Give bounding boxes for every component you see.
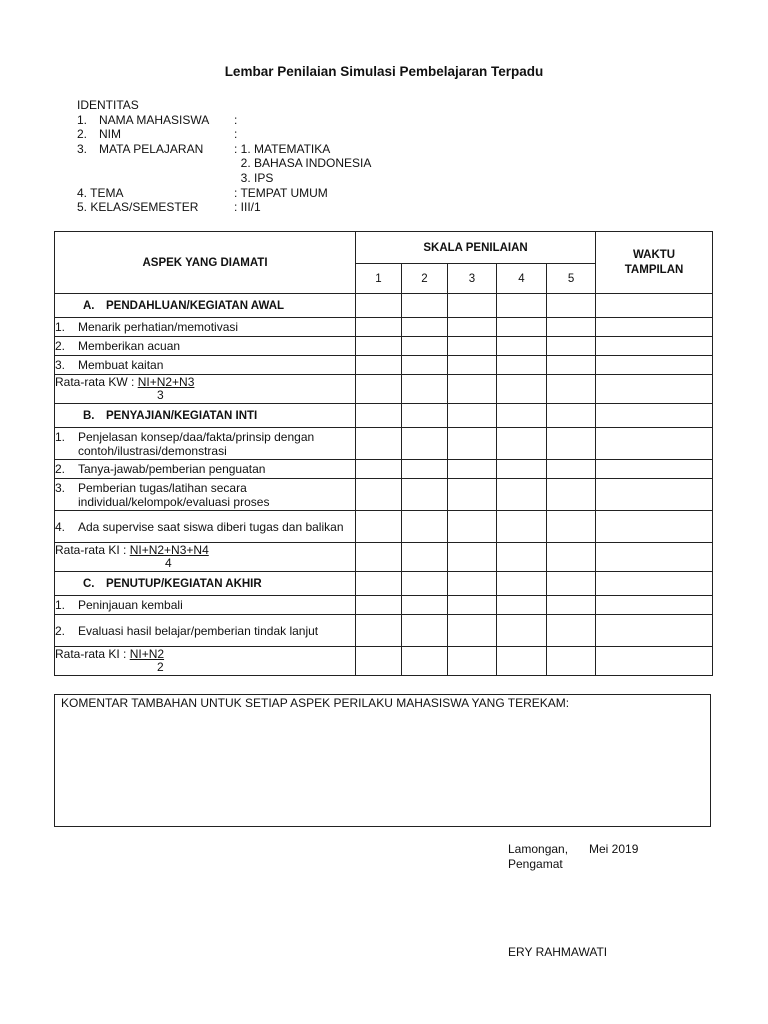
score-cell[interactable] <box>356 356 402 375</box>
score-cell[interactable] <box>596 375 713 404</box>
score-cell[interactable] <box>448 294 497 318</box>
item-text: 3. Pemberian tugas/latihan secara individual/kelompok/evaluasi proses <box>55 479 356 511</box>
score-cell[interactable] <box>356 404 402 428</box>
score-cell[interactable] <box>497 375 547 404</box>
score-cell[interactable] <box>448 337 497 356</box>
page-title: Lembar Penilaian Simulasi Pembelajaran Terpadu <box>224 64 544 79</box>
item-row <box>55 337 713 356</box>
average-row <box>55 375 713 404</box>
scale-1: 1 <box>356 264 402 294</box>
score-cell[interactable] <box>402 596 448 615</box>
score-cell[interactable] <box>448 511 497 543</box>
score-cell[interactable] <box>356 428 402 460</box>
score-cell[interactable] <box>402 337 448 356</box>
identity-row-name: 1. NAMA MAHASISWA : <box>77 112 238 127</box>
score-cell[interactable] <box>448 479 497 511</box>
section-row <box>55 294 713 318</box>
item-text: 4. Ada supervise saat siswa diberi tugas dan balikan <box>55 511 356 543</box>
score-cell[interactable] <box>497 337 547 356</box>
score-cell[interactable] <box>497 615 547 647</box>
scale-2: 2 <box>402 264 448 294</box>
score-cell[interactable] <box>448 460 497 479</box>
score-cell[interactable] <box>547 572 596 596</box>
score-cell[interactable] <box>402 572 448 596</box>
identity-row-tema: 4. TEMA : TEMPAT UMUM <box>77 185 328 200</box>
score-cell[interactable] <box>356 543 402 572</box>
score-cell[interactable] <box>402 375 448 404</box>
average-formula: Rata-rata KI : NI+N2+N3+N4 4 <box>55 543 356 572</box>
score-cell[interactable] <box>497 404 547 428</box>
item-row <box>55 596 713 615</box>
comment-box[interactable] <box>54 694 711 827</box>
item-row <box>55 460 713 479</box>
item-text: 2. Evaluasi hasil belajar/pemberian tindak lanjut <box>55 615 356 647</box>
score-cell[interactable] <box>402 511 448 543</box>
score-cell[interactable] <box>497 647 547 676</box>
score-cell[interactable] <box>497 318 547 337</box>
score-cell[interactable] <box>402 615 448 647</box>
score-cell[interactable] <box>497 572 547 596</box>
score-cell[interactable] <box>402 543 448 572</box>
score-cell[interactable] <box>497 356 547 375</box>
score-cell[interactable] <box>547 543 596 572</box>
aspek-header: ASPEK YANG DIAMATI <box>55 232 356 294</box>
average-formula: Rata-rata KI : NI+N2 2 <box>55 647 356 676</box>
average-formula: Rata-rata KW : NI+N2+N3 3 <box>55 375 356 404</box>
score-cell[interactable] <box>547 460 596 479</box>
score-cell[interactable] <box>448 572 497 596</box>
score-cell[interactable] <box>356 647 402 676</box>
score-cell[interactable] <box>547 647 596 676</box>
score-cell[interactable] <box>596 479 713 511</box>
score-cell[interactable] <box>356 511 402 543</box>
score-cell[interactable] <box>448 356 497 375</box>
item-row <box>55 479 713 511</box>
score-cell[interactable] <box>596 356 713 375</box>
score-cell[interactable] <box>596 511 713 543</box>
identity-block <box>77 98 371 215</box>
item-text: 3. Membuat kaitan <box>55 356 356 375</box>
score-cell[interactable] <box>402 356 448 375</box>
score-cell[interactable] <box>497 596 547 615</box>
header-row <box>55 232 713 264</box>
item-text: 1. Peninjauan kembali <box>55 596 356 615</box>
score-cell[interactable] <box>497 543 547 572</box>
score-cell[interactable] <box>402 318 448 337</box>
signature-name: ERY RAHMAWATI <box>508 945 608 959</box>
section-title: A. PENDAHLUAN/KEGIATAN AWAL <box>55 294 356 318</box>
score-cell[interactable] <box>547 428 596 460</box>
score-cell[interactable] <box>547 318 596 337</box>
score-cell[interactable] <box>448 375 497 404</box>
identity-subject-3: 3. IPS <box>234 170 274 185</box>
score-cell[interactable] <box>402 294 448 318</box>
score-cell[interactable] <box>547 404 596 428</box>
score-cell[interactable] <box>547 596 596 615</box>
item-row <box>55 511 713 543</box>
score-cell[interactable] <box>596 615 713 647</box>
section-title: B. PENYAJIAN/KEGIATAN INTI <box>55 404 356 428</box>
score-cell[interactable] <box>356 615 402 647</box>
score-cell[interactable] <box>547 615 596 647</box>
score-cell[interactable] <box>402 404 448 428</box>
item-row <box>55 615 713 647</box>
score-cell[interactable] <box>596 318 713 337</box>
assessment-table <box>54 231 713 676</box>
score-cell[interactable] <box>596 572 713 596</box>
score-cell[interactable] <box>402 479 448 511</box>
score-cell[interactable] <box>547 511 596 543</box>
score-cell[interactable] <box>596 647 713 676</box>
scale-5: 5 <box>547 264 596 294</box>
score-cell[interactable] <box>356 460 402 479</box>
section-row <box>55 404 713 428</box>
waktu-header: WAKTU TAMPILAN <box>596 232 713 294</box>
score-cell[interactable] <box>596 294 713 318</box>
scale-4: 4 <box>497 264 547 294</box>
signature-role: Pengamat <box>508 857 563 871</box>
scale-3: 3 <box>448 264 497 294</box>
identity-row-subject: 3. MATA PELAJARAN : 1. MATEMATIKA <box>77 141 331 156</box>
score-cell[interactable] <box>448 404 497 428</box>
score-cell[interactable] <box>547 479 596 511</box>
comment-label: KOMENTAR TAMBAHAN UNTUK SETIAP ASPEK PERILAKU MAHASISWA YANG TEREKAM: <box>61 696 570 710</box>
average-row <box>55 543 713 572</box>
identity-heading: IDENTITAS <box>77 98 139 112</box>
item-text: 1. Penjelasan konsep/daa/fakta/prinsip dengan contoh/ilustrasi/demonstrasi <box>55 428 356 460</box>
score-cell[interactable] <box>497 479 547 511</box>
score-cell[interactable] <box>547 375 596 404</box>
score-cell[interactable] <box>547 294 596 318</box>
section-row <box>55 572 713 596</box>
score-cell[interactable] <box>497 511 547 543</box>
score-cell[interactable] <box>497 428 547 460</box>
score-cell[interactable] <box>547 337 596 356</box>
score-cell[interactable] <box>497 294 547 318</box>
score-cell[interactable] <box>596 596 713 615</box>
score-cell[interactable] <box>356 337 402 356</box>
score-cell[interactable] <box>596 543 713 572</box>
score-cell[interactable] <box>448 318 497 337</box>
score-cell[interactable] <box>402 428 448 460</box>
item-text: 1. Menarik perhatian/memotivasi <box>55 318 356 337</box>
score-cell[interactable] <box>547 356 596 375</box>
score-cell[interactable] <box>356 596 402 615</box>
item-row <box>55 318 713 337</box>
average-row <box>55 647 713 676</box>
score-cell[interactable] <box>448 428 497 460</box>
score-cell[interactable] <box>356 318 402 337</box>
skala-header: SKALA PENILAIAN <box>356 232 596 264</box>
identity-row-nim: 2. NIM : <box>77 127 238 142</box>
score-cell[interactable] <box>448 543 497 572</box>
item-row <box>55 428 713 460</box>
score-cell[interactable] <box>356 572 402 596</box>
score-cell[interactable] <box>448 596 497 615</box>
signature-place-date: Lamongan, Mei 2019 <box>508 842 639 856</box>
identity-row-kelas: 5. KELAS/SEMESTER : III/1 <box>77 200 261 215</box>
score-cell[interactable] <box>596 428 713 460</box>
score-cell[interactable] <box>596 337 713 356</box>
score-cell[interactable] <box>402 647 448 676</box>
score-cell[interactable] <box>596 404 713 428</box>
item-text: 2. Memberikan acuan <box>55 337 356 356</box>
score-cell[interactable] <box>356 375 402 404</box>
score-cell[interactable] <box>356 479 402 511</box>
identity-subject-2: 2. BAHASA INDONESIA <box>234 156 372 171</box>
score-cell[interactable] <box>356 294 402 318</box>
item-row <box>55 356 713 375</box>
score-cell[interactable] <box>448 647 497 676</box>
score-cell[interactable] <box>448 615 497 647</box>
section-title: C. PENUTUP/KEGIATAN AKHIR <box>55 572 356 596</box>
item-text: 2. Tanya-jawab/pemberian penguatan <box>55 460 356 479</box>
score-cell[interactable] <box>402 460 448 479</box>
score-cell[interactable] <box>596 460 713 479</box>
score-cell[interactable] <box>497 460 547 479</box>
